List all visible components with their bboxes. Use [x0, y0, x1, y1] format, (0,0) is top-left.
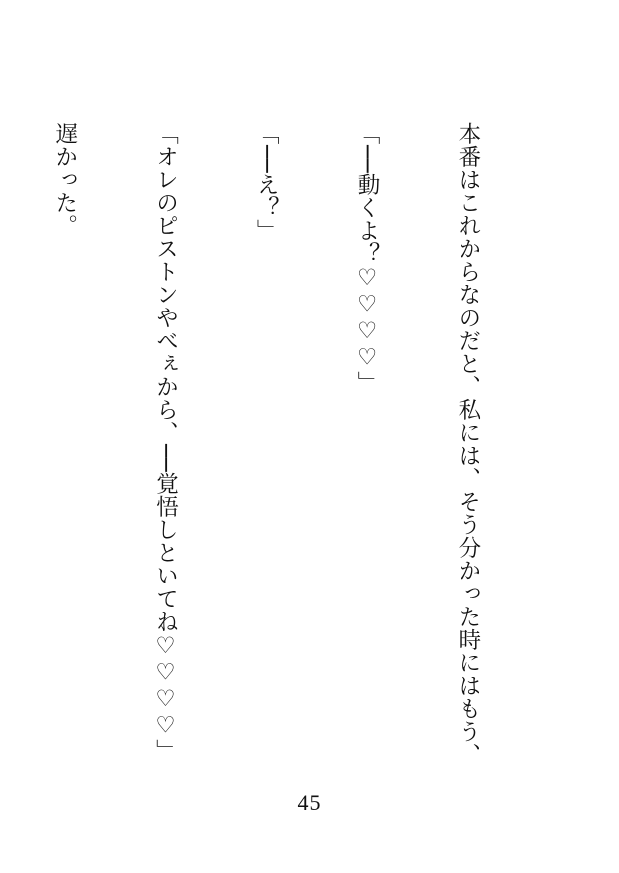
text-line: 「──動くよ？♡♡♡♡」	[354, 122, 381, 395]
text-line: 本番はこれからなのだと、私には、そう分かった時にはもう、	[454, 122, 481, 766]
page-number: 45	[297, 790, 322, 815]
text-line: 遅かった。	[51, 122, 78, 237]
vertical-text-body	[0, 122, 551, 782]
text-line: 「オレのピストンやべぇから、──覚悟しといてね♡♡♡♡」	[152, 122, 179, 763]
text-line: 「──え？」	[253, 122, 280, 243]
